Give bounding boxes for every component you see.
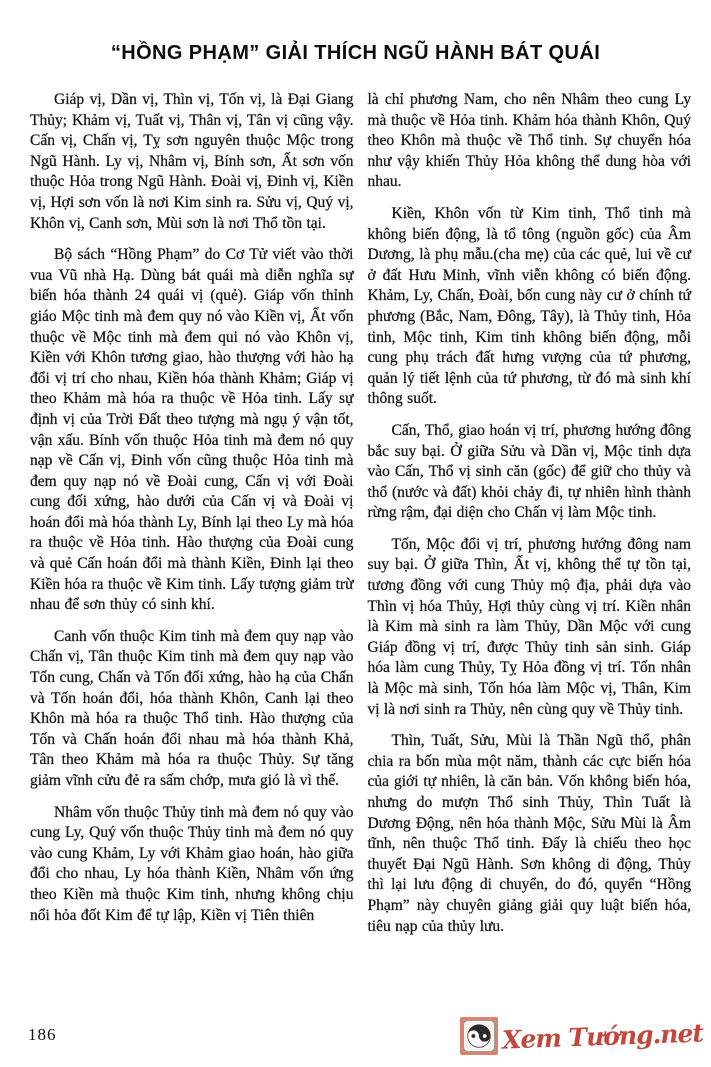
paragraph: Thìn, Tuất, Sửu, Mùi là Thần Ngũ thổ, phân chia ra bốn mùa một năm, thành các cực biến hóa của giới tự nhiên, là căn bản. Vốn không biến hóa, nhưng do mượn Thổ sinh Thủy, Thìn Tuất là Dương Động, nên hóa thành Mộc, Sửu Mùi là Âm tĩnh, nên thuộc Thổ tinh. Đấy là chiếu theo học thuyết Đại Ngũ Hành. Sơn không di động, Thủy thì lại lưu động di chuyển, do đó, quyển “Hồng Phạm” này chuyên giảng giải quy luật biến hóa, tiêu nạp của thủy lưu. <box>367 732 691 935</box>
paragraph: Bộ sách “Hồng Phạm” do Cơ Tử viết vào thời vua Vũ nhà Hạ. Dùng bát quái mà diễn nghĩa sự biến hóa thành 24 quái vị (quẻ). Giáp vốn thỉnh giáo Mộc tinh mà đem quy nó vào Kiền vị, Ất vốn thuộc về Mộc tinh mà đem qui nó vào Khôn vị, Kiền với Khôn tương giao, hào thượng với hào hạ đổi vị trí cho nhau, Kiền hóa thành Khảm; Giáp vị theo Khảm mà hóa ra thuộc về Hỏa tinh. Lấy sự định vị của Trời Đất theo tượng mà ngụ ý vận tốt, vận xấu. Bính vốn thuộc Hỏa tinh mà đem nó quy nạp về Cấn vị, Đinh vốn cũng thuộc Hỏa tinh mà đem quy nạp nó về Đoài cung, Cấn vị với Đoài cung đối xứng, hào dưới của Cấn vị và Đoài vị hoán đổi mà hóa thành Ly, Bính lại theo Ly mà hóa ra thuộc về Hỏa tinh. Hào thượng của Đoài cung và quẻ Cấn hoán đổi mà thành Kiền, Đinh lại theo Kiền hóa ra thuộc về Kim tinh. Lấy tượng giảm trừ nhau để sơn thủy có sinh khí. <box>30 246 354 614</box>
left-column <box>30 90 354 937</box>
paragraph: Giáp vị, Dần vị, Thìn vị, Tốn vị, là Đại Giang Thủy; Khảm vị, Tuất vị, Thân vị, Tân vị cũng vậy. Cấn vị, Chấn vị, Tỵ sơn nguyên thuộc Mộc trong Ngũ Hành. Ly vị, Nhâm vị, Bính sơn, Ất sơn vốn thuộc Hỏa trong Ngũ Hành. Đoài vị, Đinh vị, Kiền vị, Hợi sơn vốn là nơi Kim sinh ra. Sửu vị, Quý vị, Khôn vị, Canh sơn, Mùi sơn là nơi Thổ tồn tại. <box>30 91 354 232</box>
yin-yang-icon <box>460 1017 498 1055</box>
paragraph: Canh vốn thuộc Kim tinh mà đem quy nạp vào Chấn vị, Tân thuộc Kim tinh mà đem quy nạp vào Tốn cung, Chấn và Tốn đối xứng, hào hạ của Chấn và Tốn hoán đổi, hóa thành Khôn, Canh lại theo Khôn mà hóa ra thuộc Thổ tinh. Hào thượng của Tốn và Chấn hoán đổi nhau mà hóa thành Khả, Tân theo Khảm mà hóa ra thuộc Thủy. Sự tăng giảm vĩnh cửu đẻ ra sấm chớp, mưa gió là vì thế. <box>30 627 354 789</box>
paragraph: Nhâm vốn thuộc Thủy tinh mà đem nó quy vào cung Ly, Quý vốn thuộc Thủy tinh mà đem nó quy vào cung Khảm, Ly với Khảm giao hoán, hào giữa đổi cho nhau, Ly hóa thành Kiền, Nhâm vốn ứng theo Kiền mà thuộc Kim tinh, nhưng không chịu nổi hỏa đốt Kim để tự lập, Kiền vị Tiên thiên <box>30 803 354 924</box>
paragraph: Kiền, Khôn vốn từ Kim tinh, Thổ tinh mà không biến động, là tổ tông (nguồn gốc) của Âm Dương, là phụ mẫu.(cha mẹ) của các quẻ, lui về cư ở đất Hưu Minh, vĩnh viễn không có biến động. Khảm, Ly, Chấn, Đoài, bốn cung này cư ở chính tứ phương (Bắc, Nam, Đông, Tây), là Thủy tinh, Hỏa tinh, Mộc tinh, Kim tinh không biến động, mỗi cung phụ trách đất hưng vượng của tứ phương, quản lý tiết lệnh của tứ phương, từ đó mà sinh khí thông suốt. <box>367 204 691 408</box>
watermark <box>460 1017 707 1055</box>
page-number: 186 <box>28 1025 57 1044</box>
right-column <box>368 90 692 937</box>
paragraph: Cấn, Thổ, giao hoán vị trí, phương hướng đông bắc suy bại. Ở giữa Sửu và Dần vị, Mộc tinh dựa vào Cấn, Thổ vị sinh căn (gốc) để giữ cho thủy và thổ (nước và đất) khỏi chảy đi, tự nhiên hình thành rừng rậm, đại diện cho Chấn vị làm Mộc tinh. <box>367 421 691 522</box>
paragraph: là chỉ phương Nam, cho nên Nhâm theo cung Ly mà thuộc về Hỏa tinh. Khảm hóa thành Khôn, Quý theo Khôn mà thuộc về Thổ tinh. Sự chuyển hóa như vậy khiến Thủy Hỏa không thể dung hòa với nhau. <box>367 91 691 191</box>
page-title: “HỒNG PHẠM” GIẢI THÍCH NGŨ HÀNH BÁT QUÁI <box>110 42 601 64</box>
paragraph: Tốn, Mộc đổi vị trí, phương hướng đông nam suy bại. Ở giữa Thìn, Ất vị, không thể tự tồn tại, tương đồng với cung Thủy mộ địa, phải dựa vào Thìn vị hóa Thủy, Hợi thủy cùng vị trí. Kiền nhân là Kim mà sinh ra làm Thủy, Dần Mộc với cung Giáp đồng vị trí, được Thủy tinh sản sinh. Giáp hóa làm cung Thủy, Tỵ Hỏa đồng vị trí. Tốn nhân là Mộc mà sinh, Tốn hóa làm Mộc vị, Thân, Kim vị là nơi sinh ra Thủy, nên cùng quy về Thủy tinh. <box>367 535 691 718</box>
text-columns <box>30 90 691 937</box>
yin-yang-inner <box>463 1020 495 1052</box>
watermark-text: Xem Tướng.net <box>501 1018 704 1055</box>
